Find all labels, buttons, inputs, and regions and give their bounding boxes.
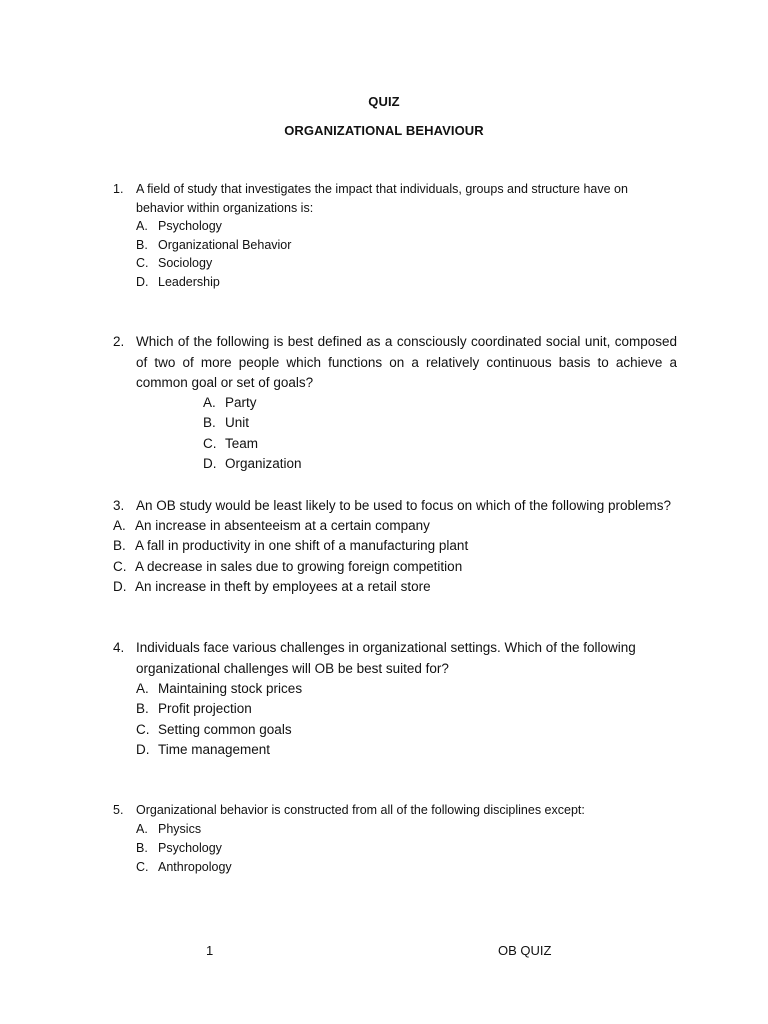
option-b: B. A fall in productivity in one shift of a manufacturing plant [113, 538, 469, 553]
option-a: A. Party [203, 395, 257, 410]
question-number: 1. [113, 182, 124, 196]
question-text: Organizational behavior is constructed from all of the following disciplines except: [136, 803, 585, 817]
question-text: An OB study would be least likely to be used to focus on which of the following problems? [136, 498, 672, 513]
question-text: A field of study that investigates the impact that individuals, groups and structure have on behavior within organizations is: [136, 182, 628, 215]
question-text: Which of the following is best defined as a consciously coordinated social unit, composed of two of more people which functions on a relatively continuous basis to achieve a common goal or set of goals? [136, 334, 677, 390]
option-d: D. Organization [203, 456, 302, 471]
option-b: B. Organizational Behavior [136, 238, 292, 252]
option-d: D. Time management [136, 742, 271, 757]
question-number: 2. [113, 334, 125, 349]
option-d: D. Leadership [136, 275, 220, 289]
option-b: B. Unit [203, 415, 250, 430]
footer-doc-title: OB QUIZ [498, 943, 552, 958]
option-a: A. Maintaining stock prices [136, 681, 303, 696]
option-a: A. An increase in absenteeism at a certain company [113, 518, 430, 533]
footer-page-number: 1 [206, 943, 214, 958]
option-a: A. Psychology [136, 219, 222, 233]
question-number: 5. [113, 803, 124, 817]
option-c: C. Sociology [136, 256, 213, 270]
option-c: C. Anthropology [136, 860, 232, 874]
question-number: 4. [113, 640, 125, 655]
option-a: A. Physics [136, 822, 202, 836]
option-c: C. Setting common goals [136, 722, 292, 737]
option-b: B. Profit projection [136, 701, 252, 716]
option-b: B. Psychology [136, 841, 222, 855]
option-c: C. A decrease in sales due to growing foreign competition [113, 559, 463, 574]
quiz-title: QUIZ [368, 94, 400, 109]
question-number: 3. [113, 498, 125, 513]
option-d: D. An increase in theft by employees at a retail store [113, 579, 431, 594]
question-text: Individuals face various challenges in organizational settings. Which of the following organizational challenges will OB be best suited for? [136, 640, 636, 676]
option-c: C. Team [203, 436, 259, 451]
quiz-subtitle: ORGANIZATIONAL BEHAVIOUR [284, 123, 484, 138]
